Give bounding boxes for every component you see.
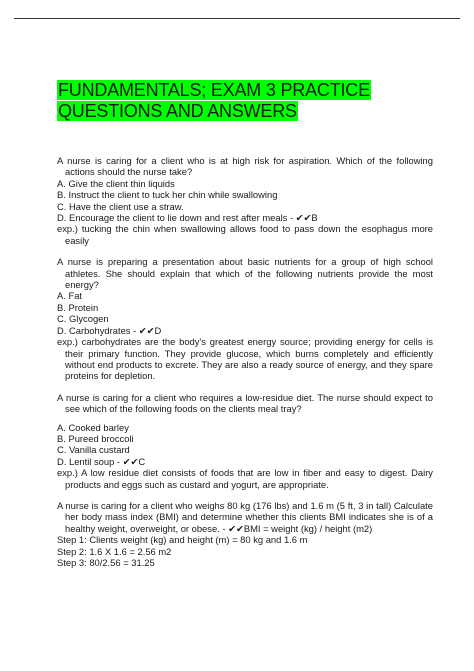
answer-option: C. Vanilla custard bbox=[57, 444, 130, 456]
answer-option: B. Protein bbox=[57, 301, 99, 313]
answer-option: D. Encourage the client to lie down and rest after meals - ✔✔B bbox=[57, 212, 318, 224]
answer-option: D. Lentil soup - ✔✔C bbox=[57, 455, 146, 467]
top-divider bbox=[14, 18, 460, 19]
document-body bbox=[57, 155, 433, 568]
answer-option: A. Give the client thin liquids bbox=[57, 177, 175, 189]
answer-option: C. Glycogen bbox=[57, 313, 109, 325]
calculation-step: Step 2: 1.6 X 1.6 = 2.56 m2 bbox=[57, 545, 172, 557]
answer-option: A. Fat bbox=[57, 290, 83, 302]
question-text: A nurse is preparing a presentation about basic nutrients for a group of high school athletes. She should explain that which of the following nutrients provide the most energy? bbox=[57, 256, 433, 291]
answer-option: B. Instruct the client to tuck her chin while swallowing bbox=[57, 189, 278, 201]
explanation-text: exp.) carbohydrates are the body's greatest energy source; providing energy for cells is their primary function. They provide glucose, which burns completely and efficiently without end products to excrete. They are also a ready source of energy, and they spare proteins for depletion. bbox=[57, 336, 433, 382]
document-title bbox=[57, 80, 407, 122]
question-text: A nurse is caring for a client who weighs 80 kg (176 lbs) and 1.6 m (5 ft, 3 in tall) Calculate her body mass index (BMI) and determine whether this clients BMI indicates she is of a healthy weight, overweight, or obese. - ✔✔BMI = weight (kg) / height (m2) bbox=[57, 499, 433, 534]
title-highlight: FUNDAMENTALS; EXAM 3 PRACTICE QUESTIONS AND ANSWERS bbox=[58, 80, 370, 121]
answer-option: A. Cooked barley bbox=[57, 421, 129, 433]
question-text: A nurse is caring for a client who is at high risk for aspiration. Which of the following actions should the nurse take? bbox=[57, 155, 433, 178]
answer-option: B. Pureed broccoli bbox=[57, 432, 134, 444]
calculation-step: Step 3: 80/2.56 = 31.25 bbox=[57, 557, 155, 568]
explanation-text: exp.) tucking the chin when swallowing allows food to pass down the esophagus more easily bbox=[57, 223, 433, 246]
answer-option: C. Have the client use a straw. bbox=[57, 200, 184, 212]
explanation-text: exp.) A low residue diet consists of foods that are low in fiber and easy to digest. Dairy products and eggs such as custard and yogurt, are appropriate. bbox=[57, 467, 433, 490]
question-text: A nurse is caring for a client who requires a low-residue diet. The nurse should expect to see which of the following foods on the clients meal tray? bbox=[57, 391, 433, 415]
answer-option: D. Carbohydrates - ✔✔D bbox=[57, 324, 162, 336]
calculation-step: Step 1: Clients weight (kg) and height (m) = 80 kg and 1.6 m bbox=[57, 534, 308, 546]
